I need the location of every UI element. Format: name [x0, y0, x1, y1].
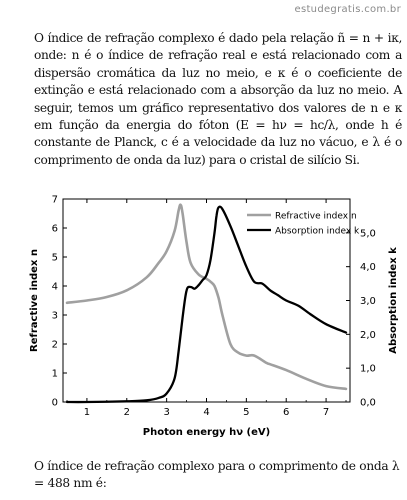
y-right-tick-label: 3,0 — [360, 296, 376, 307]
x-tick-label: 2 — [123, 407, 130, 418]
x-tick-label: 4 — [203, 407, 210, 418]
question-text: O índice de refração complexo para o comprimento de onda λ = 488 nm é: — [34, 459, 400, 491]
y-right-tick-label: 1,0 — [360, 363, 376, 375]
y-left-tick-label: 2 — [51, 339, 58, 351]
refractive-absorption-chart — [0, 185, 407, 455]
x-axis-label: Photon energy hν (eV) — [142, 427, 271, 438]
intro-paragraph: O índice de refração complexo é dado pela relação ñ = n + iκ, onde: n é o índice de refração real e está relacionado com a dispersão cromática da luz no meio, e κ é o coeficiente de extinção e está relacionado com a absorção da luz no meio. A seguir, temos um gráfico representativo dos valores de n e κ em função da energia do fóton (E = hν = hc/λ, onde h é constante de Planck, c é a velocidade da luz no vácuo, e λ é o comprimento de onda da luz) para o cristal de silício Si. — [34, 31, 402, 167]
y-right-tick-label: 0,0 — [360, 397, 376, 409]
legend-label: Refractive index n — [275, 211, 357, 222]
y-right-axis-label: Absorption index k — [388, 247, 399, 354]
y-left-tick-label: 0 — [51, 397, 58, 409]
y-left-tick-label: 5 — [51, 252, 58, 264]
legend-label: Absorption index k — [275, 226, 360, 237]
y-right-tick-label: 2,0 — [360, 329, 376, 341]
x-tick-label: 6 — [283, 407, 290, 418]
y-right-tick-label: 5,0 — [360, 228, 376, 240]
watermark: estudegratis.com.br — [294, 4, 401, 15]
x-tick-label: 5 — [243, 407, 250, 418]
x-tick-label: 7 — [322, 407, 330, 418]
x-tick-label: 3 — [163, 407, 170, 418]
y-left-tick-label: 1 — [51, 368, 58, 380]
y-left-tick-label: 3 — [51, 310, 58, 322]
y-left-tick-label: 7 — [51, 194, 58, 206]
y-left-tick-label: 4 — [51, 281, 58, 293]
x-tick-label: 1 — [83, 407, 91, 418]
y-right-tick-label: 4,0 — [360, 262, 376, 274]
y-left-axis-label: Refractive index n — [29, 249, 40, 352]
y-left-tick-label: 6 — [51, 223, 58, 235]
